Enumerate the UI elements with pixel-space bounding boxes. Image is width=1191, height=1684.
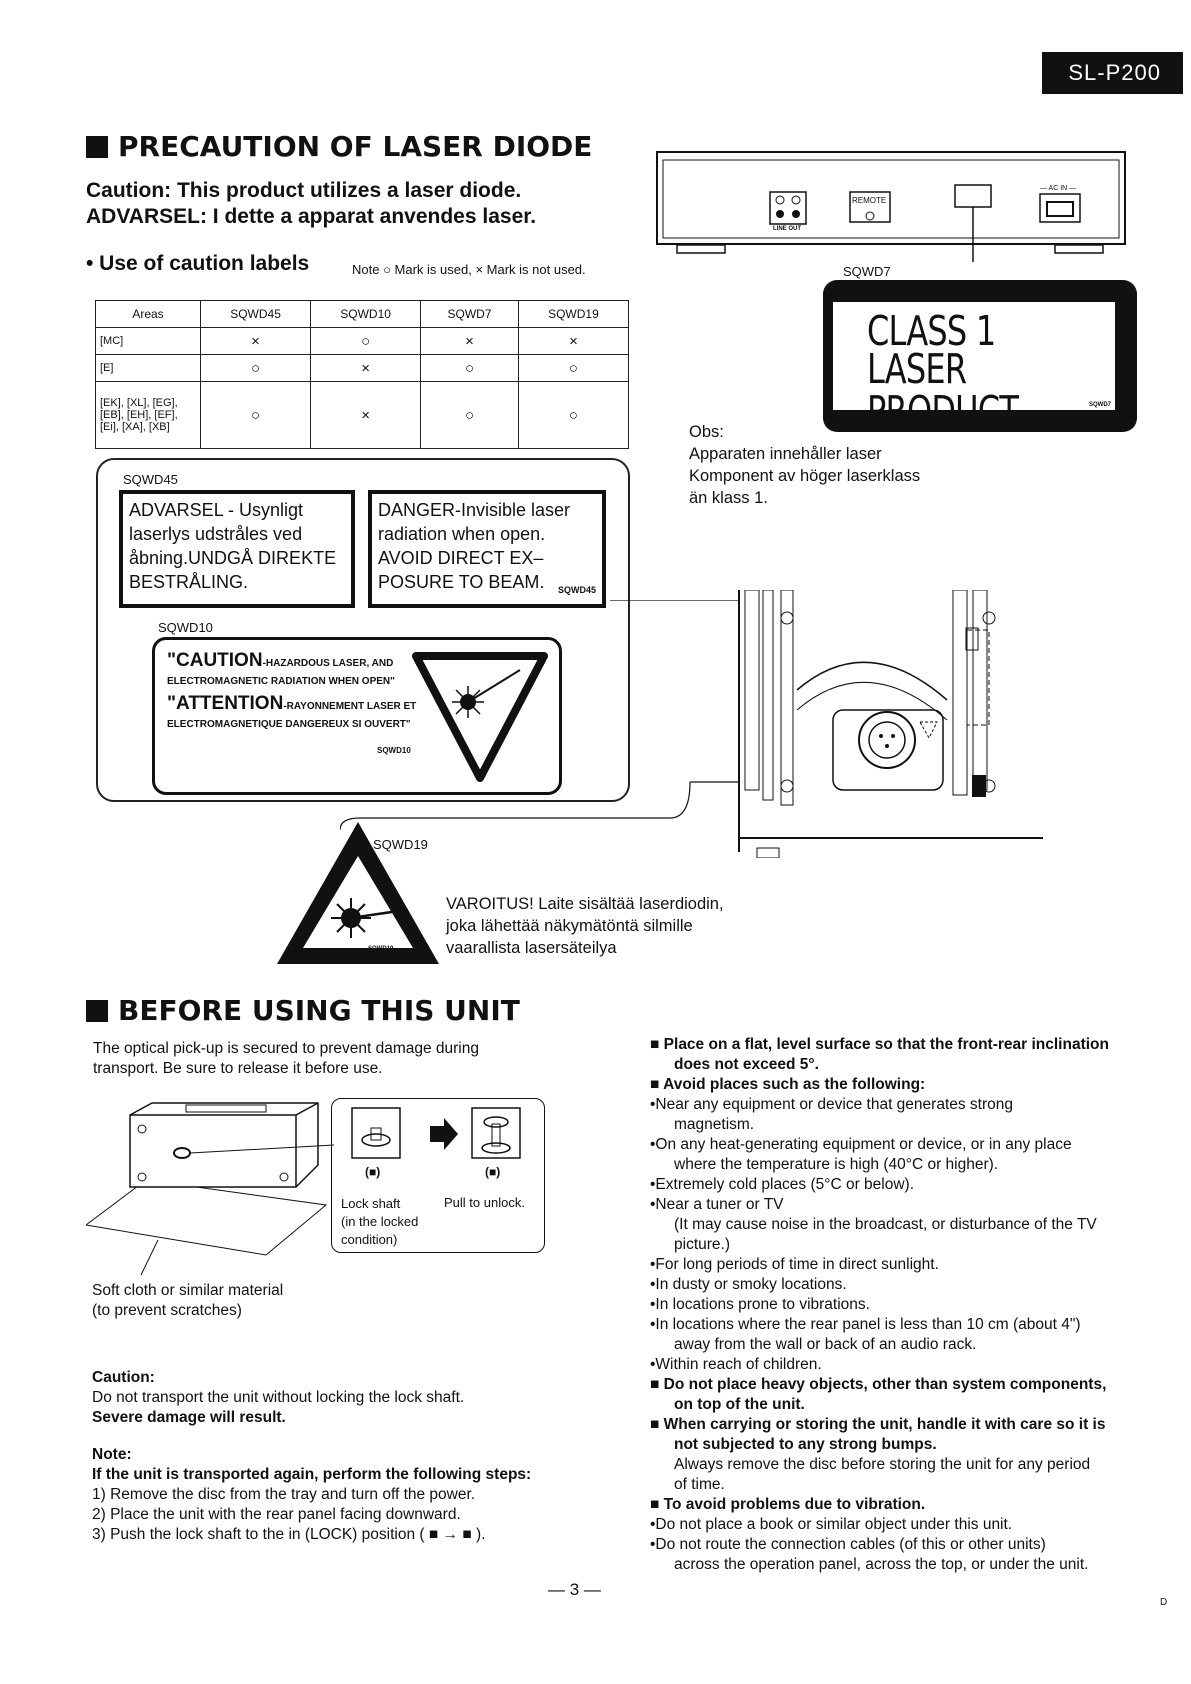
mark-cell: × — [311, 382, 421, 449]
advarsel-line: ADVARSEL - Usynligt — [129, 500, 304, 520]
guideline-line: magnetism. — [674, 1116, 755, 1133]
advarsel-line: åbning.UNDGÅ DIREKTE — [129, 548, 337, 568]
guideline-line: •Extremely cold places (5°C or below). — [650, 1176, 915, 1193]
class1-line1: CLASS 1 — [867, 307, 996, 355]
caution-big: "CAUTION — [167, 650, 263, 671]
page-number: — 3 — — [548, 1580, 601, 1599]
unlock-caption: Pull to unlock. — [444, 1195, 525, 1210]
mark-cell: ○ — [421, 382, 519, 449]
use-labels-heading: • Use of caution labels — [86, 252, 310, 275]
mark-cell: × — [518, 328, 628, 355]
lock-symbol: (■) — [365, 1165, 381, 1179]
class1-laser-label — [823, 280, 1137, 435]
guideline-line: picture.) — [674, 1236, 730, 1253]
heading-square-icon — [86, 1000, 108, 1022]
lock-caption — [341, 1195, 418, 1249]
guideline-line: ■ Avoid places such as the following: — [650, 1076, 926, 1093]
advarsel-line: ADVARSEL: I dette a apparat anvendes laser. — [86, 205, 537, 228]
caution-bold: Severe damage will result. — [92, 1409, 286, 1426]
note-bold: If the unit is transported again, perform the following steps: — [92, 1466, 532, 1483]
class1-code: SQWD7 — [1088, 402, 1111, 408]
advarsel-line: BESTRÅLING. — [129, 572, 249, 592]
danger-line: radiation when open. — [378, 524, 546, 544]
sqwd45-advarsel-label — [119, 490, 355, 608]
guideline-line: ■ Place on a flat, level surface so that the front-rear inclination — [650, 1036, 1109, 1053]
attention-big: "ATTENTION — [167, 693, 284, 714]
attention-rest: -RAYONNEMENT LASER ET — [283, 701, 417, 712]
lock-shaft-icons — [350, 1106, 530, 1168]
obs-line2: Komponent av höger laserklass — [689, 467, 921, 485]
lock-caption-line: Lock shaft — [341, 1196, 401, 1211]
area-cell: [EK], [XL], [EG], [EB], [EH], [EF], [Ei], [XA], [XB] — [96, 382, 201, 449]
advarsel-line: laserlys udstråles ved — [129, 524, 303, 544]
guideline-line: •Near any equipment or device that generates strong — [650, 1096, 1014, 1113]
guideline-line: not subjected to any strong bumps. — [674, 1436, 937, 1453]
table-header-cell: SQWD19 — [518, 301, 628, 328]
guideline-line: •Do not place a book or similar object under this unit. — [650, 1516, 1013, 1533]
mark-note: Note ○ Mark is used, × Mark is not used. — [352, 262, 586, 277]
intro-line: transport. Be sure to release it before use. — [93, 1060, 383, 1077]
varoitus-line: joka lähettää näkymätöntä silmille — [446, 917, 693, 935]
sqwd45-danger-label — [368, 490, 606, 608]
mark-cell: ○ — [201, 355, 311, 382]
class1-line2: LASER PRODUCT — [867, 345, 1019, 435]
leader-lines — [340, 600, 740, 830]
remote-label: REMOTE — [852, 196, 887, 205]
attention-line2: ELECTROMAGNETIQUE DANGEREUX SI OUVERT" — [167, 719, 411, 730]
guideline-line: •In dusty or smoky locations. — [650, 1276, 847, 1293]
area-cell: [E] — [96, 355, 201, 382]
guideline-line: of time. — [674, 1476, 725, 1493]
intro-line: The optical pick-up is secured to prevent damage during — [93, 1040, 479, 1057]
table-header-cell: SQWD45 — [201, 301, 311, 328]
obs-line3: än klass 1. — [689, 489, 768, 507]
caution-text: Do not transport the unit without locking the lock shaft. — [92, 1389, 465, 1406]
guideline-line: Always remove the disc before storing the unit for any period — [674, 1456, 1091, 1473]
obs-heading: Obs: — [689, 423, 724, 441]
sqwd10-code: SQWD10 — [377, 746, 411, 755]
areas-table — [95, 300, 629, 449]
lock-caption-line: (in the locked — [341, 1214, 419, 1229]
ac-in-label: — AC IN — — [1040, 185, 1077, 192]
mark-cell: ○ — [201, 382, 311, 449]
table-row — [96, 355, 629, 382]
danger-line: DANGER-Invisible laser — [378, 500, 571, 520]
obs-line1: Apparaten innehåller laser — [689, 445, 882, 463]
guideline-line: ■ Do not place heavy objects, other than system components, — [650, 1376, 1107, 1393]
mark-cell: × — [201, 328, 311, 355]
mark-cell: ○ — [311, 328, 421, 355]
corner-mark: D — [1160, 1597, 1168, 1608]
guideline-line: •In locations prone to vibrations. — [650, 1296, 870, 1313]
model-badge: SL-P200 — [1042, 52, 1183, 94]
guideline-line: where the temperature is high (40°C or higher). — [674, 1156, 999, 1173]
caution-heading: Caution: — [92, 1369, 155, 1386]
mechanism-cutaway-diagram — [737, 590, 1043, 858]
danger-line: POSURE TO BEAM. — [378, 572, 545, 592]
guideline-line: away from the wall or back of an audio rack. — [674, 1336, 977, 1353]
unit-on-cloth-diagram — [86, 1095, 336, 1285]
sqwd7-caption: SQWD7 — [843, 264, 891, 279]
danger-line: AVOID DIRECT EX– — [378, 548, 544, 568]
mark-cell: ○ — [421, 355, 519, 382]
transport-caution — [92, 1368, 464, 1428]
table-header-cell: SQWD7 — [421, 301, 519, 328]
heading-square-icon — [86, 136, 108, 158]
mark-cell: ○ — [518, 355, 628, 382]
note-heading: Note: — [92, 1446, 132, 1463]
sqwd19-code: SQWD19 — [368, 946, 394, 952]
line-out-label: LINE OUT — [773, 226, 801, 232]
before-title: BEFORE USING THIS UNIT — [118, 994, 520, 1027]
table-header-cell: SQWD10 — [311, 301, 421, 328]
caution-lines — [86, 178, 536, 230]
varoitus-line: vaarallista lasersäteilya — [446, 939, 617, 957]
guideline-line: across the operation panel, across the top, or under the unit. — [674, 1556, 1089, 1573]
guideline-line: does not exceed 5°. — [674, 1056, 819, 1073]
guideline-line: ■ When carrying or storing the unit, handle it with care so it is — [650, 1416, 1106, 1433]
area-cell: [MC] — [96, 328, 201, 355]
mark-cell: × — [421, 328, 519, 355]
before-intro — [93, 1039, 479, 1079]
guideline-line: on top of the unit. — [674, 1396, 805, 1413]
caution-rest: -HAZARDOUS LASER, AND — [262, 658, 394, 669]
guideline-line: ■ To avoid problems due to vibration. — [650, 1496, 926, 1513]
cloth-caption-line: (to prevent scratches) — [92, 1302, 242, 1319]
obs-text — [689, 421, 920, 509]
cloth-caption — [92, 1281, 283, 1321]
sqwd19-caption: SQWD19 — [373, 837, 428, 852]
transport-note — [92, 1445, 531, 1545]
precaution-heading — [86, 130, 592, 163]
sqwd10-caption: SQWD10 — [158, 620, 213, 635]
mark-cell: × — [311, 355, 421, 382]
note-step: 2) Place the unit with the rear panel facing downward. — [92, 1506, 461, 1523]
table-row — [96, 382, 629, 449]
precaution-title: PRECAUTION OF LASER DIODE — [118, 130, 593, 163]
caution-line2: ELECTROMAGNETIC RADIATION WHEN OPEN" — [167, 676, 395, 687]
note-step: 1) Remove the disc from the tray and turn off the power. — [92, 1486, 476, 1503]
guideline-line: •In locations where the rear panel is less than 10 cm (about 4") — [650, 1316, 1081, 1333]
lock-caption-line: condition) — [341, 1232, 398, 1247]
table-row — [96, 328, 629, 355]
table-header-cell: Areas — [96, 301, 201, 328]
cloth-caption-line: Soft cloth or similar material — [92, 1282, 284, 1299]
caution-line: Caution: This product utilizes a laser diode. — [86, 179, 522, 202]
guideline-line: •Within reach of children. — [650, 1356, 822, 1373]
guideline-line: •For long periods of time in direct sunlight. — [650, 1256, 939, 1273]
note-step: 3) Push the lock shaft to the in (LOCK) position ( ■ → ■ ). — [92, 1526, 486, 1543]
placement-guidelines — [650, 1035, 1130, 1575]
sqwd45-code: SQWD45 — [557, 585, 596, 595]
varoitus-line: VAROITUS! Laite sisältää laserdiodin, — [446, 895, 724, 913]
guideline-line: •Near a tuner or TV — [650, 1196, 784, 1213]
unlock-symbol: (■) — [485, 1165, 501, 1179]
sqwd45-caption: SQWD45 — [123, 472, 178, 487]
guideline-line: •Do not route the connection cables (of this or other units) — [650, 1536, 1046, 1553]
unit-front-panel-diagram — [655, 150, 1135, 262]
guideline-line: •On any heat-generating equipment or device, or in any place — [650, 1136, 1072, 1153]
before-heading — [86, 994, 520, 1027]
guideline-line: (It may cause noise in the broadcast, or disturbance of the TV — [674, 1216, 1097, 1233]
mark-cell: ○ — [518, 382, 628, 449]
varoitus-text — [446, 893, 724, 959]
